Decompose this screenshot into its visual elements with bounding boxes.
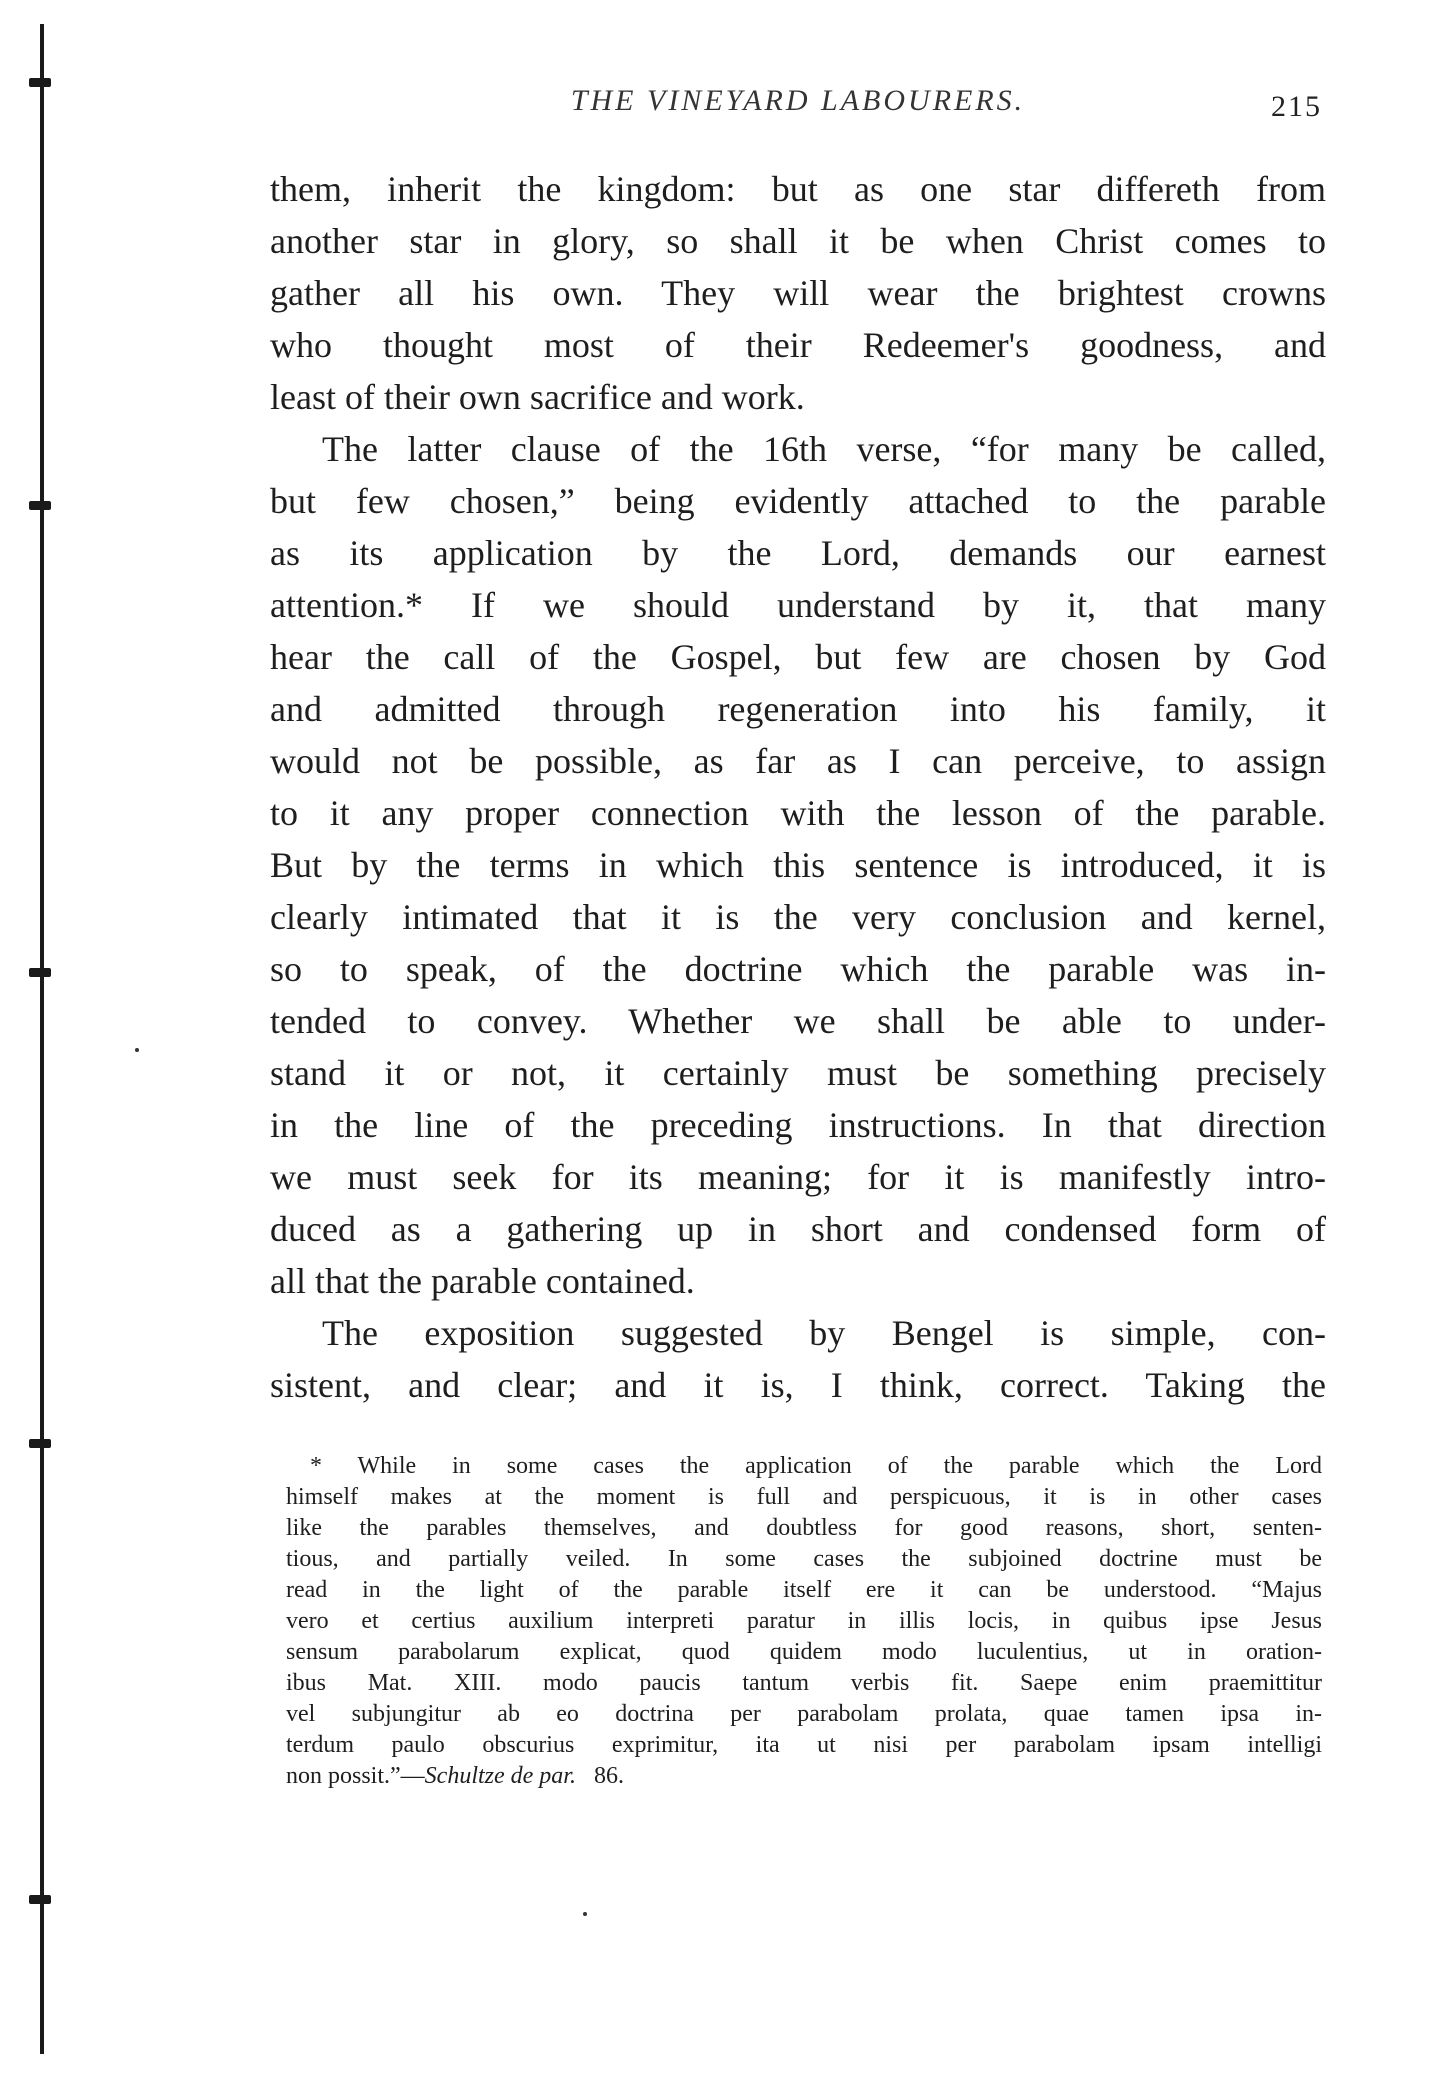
footnote-citation-page: 86. [593,1763,624,1789]
footnote-citation: Schultze de par. [424,1763,576,1789]
ink-speck [583,1912,587,1916]
running-head [270,84,1326,124]
footnote-line: vero et certius auxilium interpreti paratur in illis locis, in quibus ipse Jesus [286,1608,1322,1634]
body-line: in the line of the preceding instructions. In that direction [270,1105,1326,1145]
binding-mark [29,1439,51,1448]
footnote-line: read in the light of the parable itself ere it can be understood. “Majus [286,1577,1322,1603]
body-line: gather all his own. They will wear the brightest crowns [270,273,1326,313]
body-line: and admitted through regeneration into his family, it [270,689,1326,729]
body-line: so to speak, of the doctrine which the parable was in- [270,949,1326,989]
body-line: them, inherit the kingdom: but as one star differeth from [270,169,1326,209]
body-line: all that the parable contained. [270,1261,695,1301]
body-line: another star in glory, so shall it be when Christ comes to [270,221,1326,261]
body-line: tended to convey. Whether we shall be able to under- [270,1001,1326,1041]
body-line: sistent, and clear; and it is, I think, correct. Taking the [270,1365,1326,1405]
footnote-line: ibus Mat. XIII. modo paucis tantum verbis fit. Saepe enim praemittitur [286,1670,1322,1696]
body-line: clearly intimated that it is the very conclusion and kernel, [270,897,1326,937]
body-line: would not be possible, as far as I can perceive, to assign [270,741,1326,781]
body-line: to it any proper connection with the lesson of the parable. [270,793,1326,833]
body-line: who thought most of their Redeemer's goodness, and [270,325,1326,365]
body-line: attention.* If we should understand by it, that many [270,585,1326,625]
ink-speck [135,1048,139,1052]
body-line: hear the call of the Gospel, but few are chosen by God [270,637,1326,677]
body-line: but few chosen,” being evidently attached to the parable [270,481,1326,521]
binding-rule [40,24,44,2054]
page-number: 215 [1271,90,1322,123]
footnote-last-line [286,1761,1322,1792]
footnote [286,1451,1322,1792]
running-title: THE VINEYARD LABOURERS. [570,84,1026,117]
footnote-line: * While in some cases the application of the parable which the Lord [310,1453,1322,1479]
body-line: The latter clause of the 16th verse, “for many be called, [322,429,1326,469]
footnote-line: tious, and partially veiled. In some cases the subjoined doctrine must be [286,1546,1322,1572]
footnote-line: like the parables themselves, and doubtless for good reasons, short, senten- [286,1515,1322,1541]
body-text [270,163,1326,1411]
footnote-last-prefix: non possit.”— [286,1763,425,1789]
footnote-line: terdum paulo obscurius exprimitur, ita ut nisi per parabolam ipsam intelligi [286,1732,1322,1758]
body-line: The exposition suggested by Bengel is simple, con- [322,1313,1326,1353]
body-line: we must seek for its meaning; for it is manifestly intro- [270,1157,1326,1197]
body-line: as its application by the Lord, demands our earnest [270,533,1326,573]
body-line: stand it or not, it certainly must be something precisely [270,1053,1326,1093]
binding-mark [29,1895,51,1904]
footnote-line: himself makes at the moment is full and perspicuous, it is in other cases [286,1484,1322,1510]
body-line: But by the terms in which this sentence is introduced, it is [270,845,1326,885]
binding-mark [29,968,51,977]
footnote-line: vel subjungitur ab eo doctrina per parabolam prolata, quae tamen ipsa in- [286,1701,1322,1727]
binding-mark [29,78,51,87]
footnote-line: sensum parabolarum explicat, quod quidem modo luculentius, ut in oration- [286,1639,1322,1665]
binding-mark [29,501,51,510]
body-line: least of their own sacrifice and work. [270,377,805,417]
body-line: duced as a gathering up in short and condensed form of [270,1209,1326,1249]
